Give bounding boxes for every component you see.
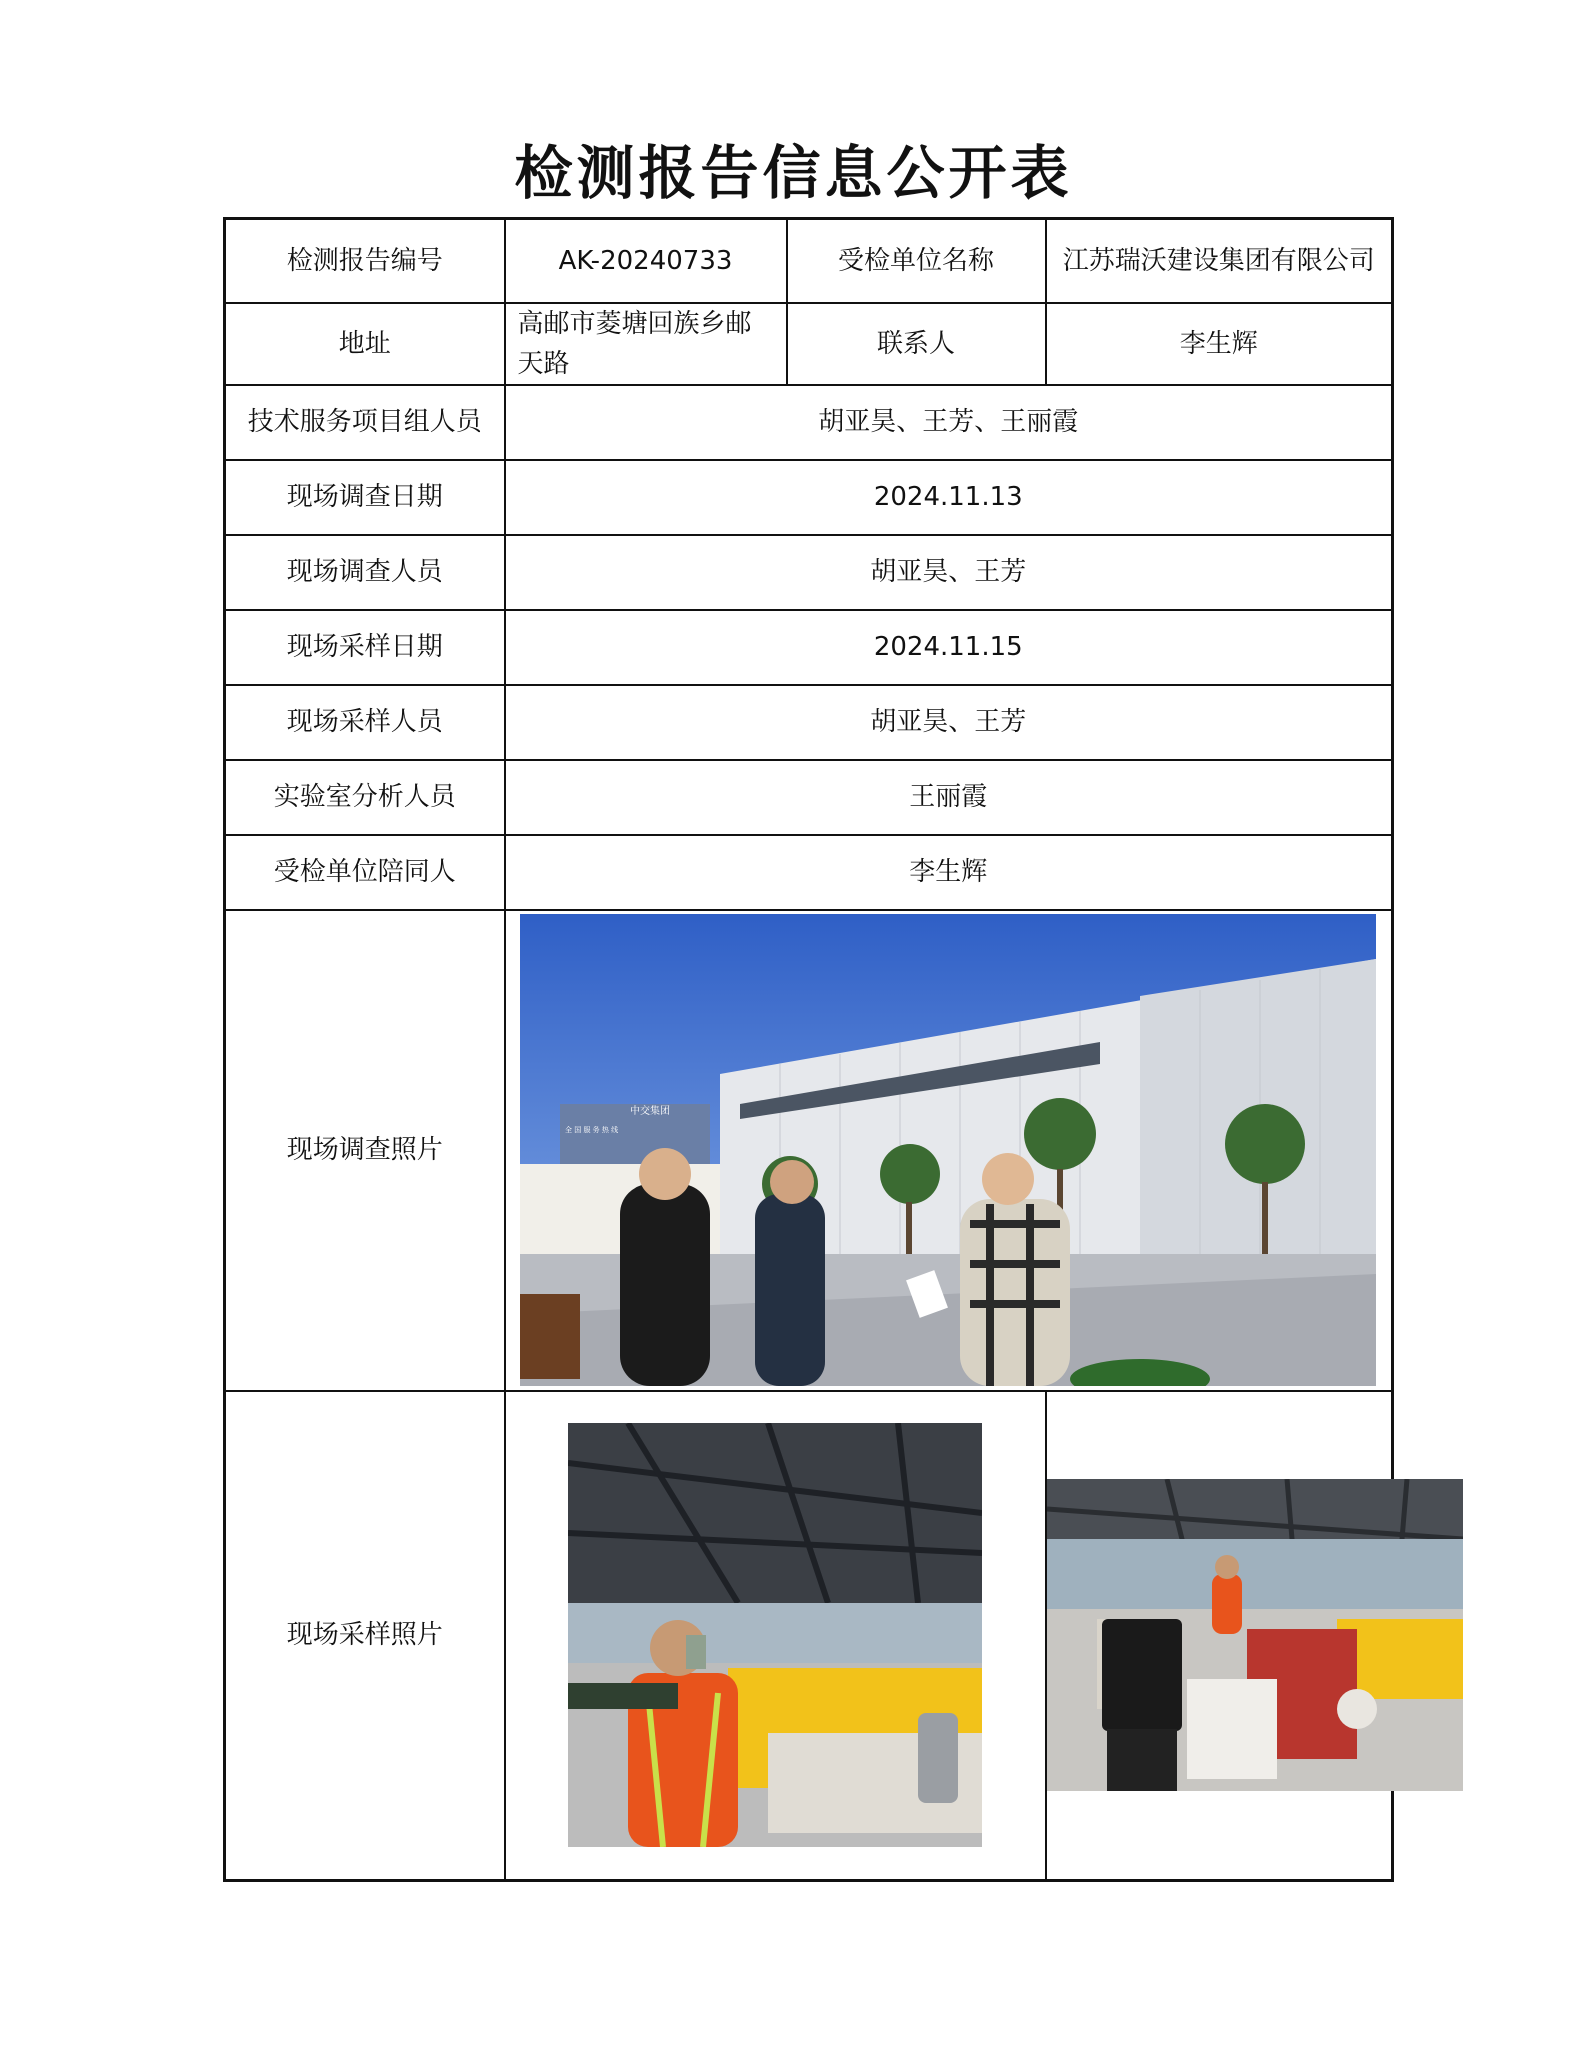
table-row: [225, 219, 1393, 303]
lab-staff-label: 实验室分析人员: [225, 760, 505, 835]
unit-name-label: 受检单位名称: [787, 219, 1046, 303]
sampling-photo-1: [568, 1423, 982, 1847]
address-label: 地址: [225, 303, 505, 385]
sampling-date-label: 现场采样日期: [225, 610, 505, 685]
survey-date-value: 2024.11.13: [505, 460, 1393, 535]
survey-staff-value: 胡亚昊、王芳: [505, 535, 1393, 610]
sampling-photo-label: 现场采样照片: [225, 1391, 505, 1881]
survey-photo-label: 现场调查照片: [225, 910, 505, 1391]
lab-staff-value: 王丽霞: [505, 760, 1393, 835]
table-row: [225, 760, 1393, 835]
escort-label: 受检单位陪同人: [225, 835, 505, 910]
table-row: [225, 685, 1393, 760]
building-banner-text: 全 国 服 务 热 线: [565, 1126, 619, 1134]
survey-photo-cell: [505, 910, 1393, 1391]
report-no-value: AK-20240733: [505, 219, 787, 303]
team-label: 技术服务项目组人员: [225, 385, 505, 460]
unit-name-value: 江苏瑞沃建设集团有限公司: [1046, 219, 1393, 303]
address-value: 高邮市菱塘回族乡邮天路: [505, 303, 787, 385]
table-row: [225, 835, 1393, 910]
contact-label: 联系人: [787, 303, 1046, 385]
contact-value: 李生辉: [1046, 303, 1393, 385]
report-no-label: 检测报告编号: [225, 219, 505, 303]
sampling-photo-2: [1047, 1479, 1463, 1791]
report-info-table: [223, 217, 1394, 1882]
table-row: [225, 535, 1393, 610]
sampling-date-value: 2024.11.15: [505, 610, 1393, 685]
sampling-photo-cell-2: [1046, 1391, 1393, 1881]
table-row: [225, 460, 1393, 535]
table-row: [225, 1391, 1393, 1881]
table-row: [225, 385, 1393, 460]
team-value: 胡亚昊、王芳、王丽霞: [505, 385, 1393, 460]
survey-photo: [520, 914, 1376, 1386]
escort-value: 李生辉: [505, 835, 1393, 910]
table-row: [225, 910, 1393, 1391]
survey-staff-label: 现场调查人员: [225, 535, 505, 610]
sampling-staff-label: 现场采样人员: [225, 685, 505, 760]
table-row: [225, 303, 1393, 385]
table-row: [225, 610, 1393, 685]
page-title: 检测报告信息公开表: [514, 139, 1073, 207]
sampling-staff-value: 胡亚昊、王芳: [505, 685, 1393, 760]
building-sign-text: 中交集团: [630, 1106, 671, 1117]
sampling-photo-cell-1: [505, 1391, 1046, 1881]
survey-date-label: 现场调查日期: [225, 460, 505, 535]
